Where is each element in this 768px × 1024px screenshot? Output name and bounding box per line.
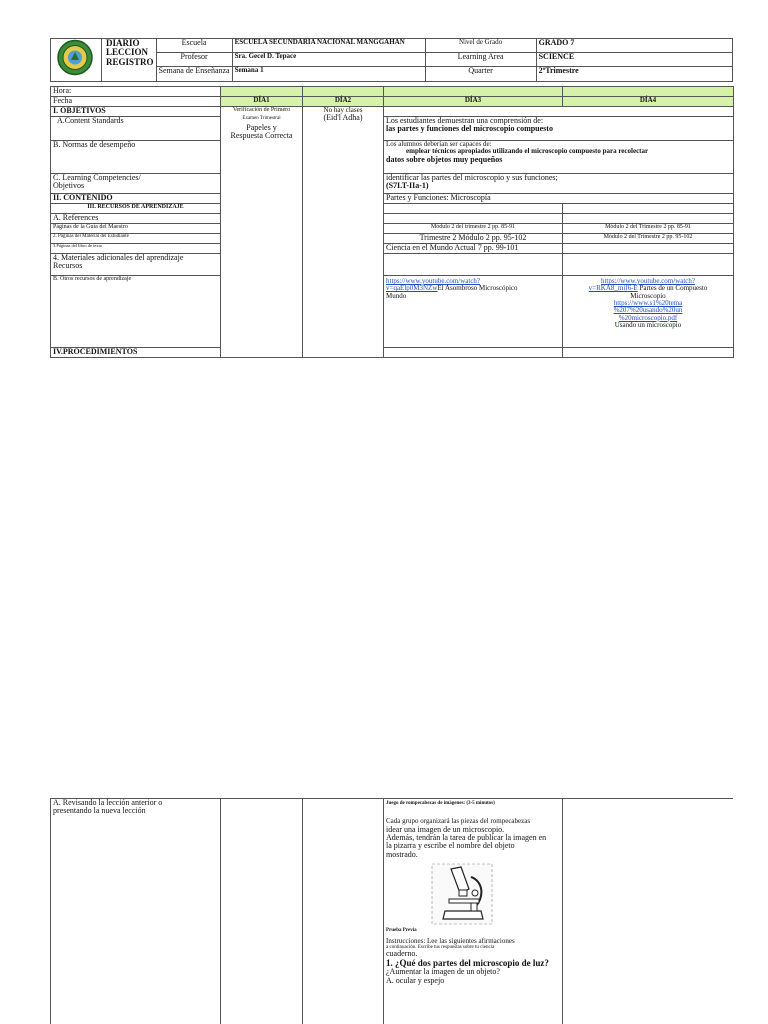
otros-label: B. Otros recursos de aprendizaje <box>51 276 221 348</box>
review-lesson-label <box>51 799 221 1024</box>
normas-value <box>384 141 734 174</box>
competencias-line-1: C. Learning Competencies/ <box>53 173 141 182</box>
quarter-label: Quarter <box>425 66 536 81</box>
ref3-label: 3.Páginas del libro de texto <box>51 244 221 254</box>
day3-ref1: Módulo 2 del trimestre 2 pp. 85-91 <box>384 224 563 234</box>
day4-video-title: Partes de un Compuesto <box>639 284 708 293</box>
day4-ref1: Módulo 2 del Trimestre 2 pp. 85-91 <box>563 224 734 234</box>
day3-ref2: Trimestre 2 Módulo 2 pp. 95-102 <box>384 234 563 244</box>
day1-text-3: Papeles y <box>246 122 277 132</box>
day4-video-title-2: Microscopio <box>630 291 666 300</box>
pretest-label: Prueba Previa <box>386 927 417 933</box>
contenido-value: Partes y Funciones: Microscopía <box>384 194 734 204</box>
hora-label: Hora: <box>51 87 221 97</box>
logo-cell <box>51 39 102 82</box>
review-line-2: presentando la nueva lección <box>53 806 146 816</box>
question-1-line-2: ¿Aumentar la imagen de un objeto? <box>386 967 500 977</box>
activity-line-2: idear una imagen de un microscopio. <box>386 824 505 834</box>
day2-text-1: No hay clases <box>323 106 363 114</box>
title-line-1: DIARIO <box>106 38 140 48</box>
day4-ref2: Módulo 2 del Trimestre 2 pp. 95-102 <box>563 234 734 244</box>
day1-header: DÍA1 <box>221 97 303 107</box>
day4-pdf-link-3[interactable]: %20microscopio.pdf <box>618 313 678 322</box>
week-value: Semana 1 <box>232 66 425 81</box>
question-1: 1. ¿Qué dos partes del microscopio de luz? <box>386 957 549 968</box>
ns-line-1: Los alumnos deberían ser capaces de: <box>386 140 492 148</box>
ref4-line-1: 4. Materiales adicionales del aprendizaje <box>53 253 184 262</box>
lc-line-2: (S7LT-IIa-1) <box>386 181 429 191</box>
competencias-line-2: Objetivos <box>53 181 85 191</box>
day4-video-link[interactable]: https://www.youtube.com/watch? <box>600 277 696 285</box>
day4-video-link-2[interactable]: v=RKA8_mif6-E <box>588 284 638 293</box>
learning-area-label: Learning Area <box>425 52 536 66</box>
recursos-heading: III. RECURSOS DE APRENDIZAJE <box>51 204 221 214</box>
day3-activity <box>384 799 563 1024</box>
day3-resources <box>384 276 563 348</box>
cs-line-2: las partes y funciones del microscopio compuesto <box>386 124 553 134</box>
day1-text-4: Respuesta Correcta <box>230 130 293 140</box>
header-block <box>50 38 733 77</box>
day3-video-link-2[interactable]: v=qaElp0M3NZw <box>386 284 438 293</box>
objetivos-heading: I. OBJETIVOS <box>51 107 221 117</box>
contenido-heading: II. CONTENIDO <box>51 194 221 204</box>
day4-pdf-link[interactable]: https://www.s1%20tema <box>613 299 683 308</box>
day4-pdf-title: Usando un microscopio <box>614 321 682 330</box>
page2-table <box>50 798 733 1024</box>
activity-line-1: Cada grupo organizará las piezas del rompecabezas <box>386 817 531 826</box>
ref4-line-2: Recursos <box>53 261 83 271</box>
normas-label: B. Normas de desempeño <box>51 141 221 174</box>
day3-ref3: Ciencia en el Mundo Actual 7 pp. 99-101 <box>384 244 563 254</box>
activity-line-4: la pizarra y escribe el nombre del objeto <box>386 841 515 851</box>
competencias-value <box>384 174 734 194</box>
ref2-label: 2. Páginas del Material del Estudiante <box>51 234 221 244</box>
day1-column <box>221 107 303 358</box>
main-table <box>50 86 733 358</box>
grade-label: Nivel de Grado <box>425 39 536 53</box>
content-standards-label: A.Content Standards <box>51 117 221 141</box>
day2-column <box>303 107 384 358</box>
teacher-value: Sra. Gecel D. Tepace <box>232 52 425 66</box>
microscope-puzzle-icon <box>431 863 493 925</box>
instructions-line-2: a continuación. Escribe tus respuestas sobre tu ciencia <box>386 945 495 951</box>
day3-video-title-2: Mundo <box>386 291 407 300</box>
title-line-3: REGISTRO <box>106 56 154 67</box>
day3-header: DÍA3 <box>384 97 563 107</box>
activity-line-5: mostrado. <box>386 849 418 859</box>
ref4-label <box>51 254 221 276</box>
ns-line-3: datos sobre objetos muy pequeños <box>386 154 503 164</box>
day4-resources <box>563 276 734 348</box>
learning-area-value: SCIENCE <box>536 52 732 66</box>
cs-line-1: Los estudiantes demuestran una comprensión de: <box>386 116 544 125</box>
week-label: Semana de Enseñanza <box>156 66 232 81</box>
lc-line-1: identificar las partes del microscopio y sus funciones; <box>386 173 558 182</box>
teacher-label: Profesor <box>156 52 232 66</box>
day3-video-link[interactable]: https://www.youtube.com/watch? <box>386 277 481 285</box>
title-line-2: LECCION <box>106 47 149 58</box>
game-title: Juego de rompecabezas de imágenes: (3-5 minutos) <box>386 801 495 806</box>
content-standards-value <box>384 117 734 141</box>
day4-pdf-link-2[interactable]: %207%20usando%20un <box>613 306 683 315</box>
review-line-1: A. Revisando la lección anterior o <box>53 798 163 807</box>
references-label: A. References <box>51 214 221 224</box>
instructions-line-1: Instrucciones: Lee las siguientes afirmaciones <box>386 936 515 945</box>
ref1-label: Páginas de la Guía del Maestro <box>51 224 221 234</box>
day4-header: DÍA4 <box>563 97 734 107</box>
competencias-label <box>51 174 221 194</box>
ns-line-2: emplear técnicos apropiados utilizando el microscopio compuesto para recolectar <box>406 147 649 156</box>
day2-header: DÍA2 <box>303 97 384 107</box>
instructions-line-3: cuaderno. <box>386 949 418 959</box>
day2-text-2: (Eid'l Adha) <box>323 113 363 123</box>
grade-value: GRADO 7 <box>536 39 732 53</box>
day1-text-1: Verificación de Primero <box>232 107 291 113</box>
school-value: ESCUELA SECUNDARIA NACIONAL MANGGAHAN <box>232 39 425 53</box>
day1-text-2: Examen Trimestral <box>242 116 281 122</box>
lesson-title <box>102 39 157 82</box>
school-seal-icon <box>51 39 99 76</box>
activity-line-3: Además, tendrán la tarea de publicar la imagen en <box>386 832 547 842</box>
day3-video-title: El Asombroso Microscópico <box>437 284 518 293</box>
fecha-label: Fecha <box>51 97 221 107</box>
question-1-option-a: A. ocular y espejo <box>386 975 445 985</box>
quarter-value: 2ºTrimestre <box>536 66 732 81</box>
school-label: Escuela <box>156 39 232 53</box>
procedimientos-heading: IV.PROCEDIMIENTOS <box>51 348 221 358</box>
